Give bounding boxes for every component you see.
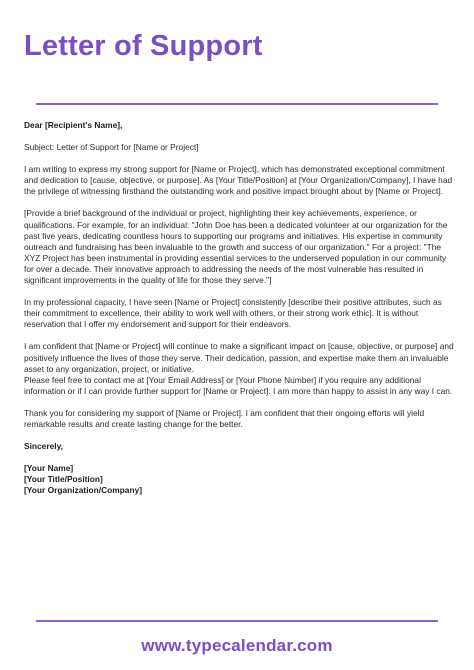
paragraph-capacity: In my professional capacity, I have seen [Name or Project] consistently [describe their positive attributes, such as their commitment to excellence, their ability to work well with others, or their strong work ethic]. It is without reservation that I offer my endorsement and support for their endeavors. bbox=[24, 297, 442, 330]
paragraph-thanks: Thank you for considering my support of [Name or Project]. I am confident that their ongoing efforts will yield remarkable results and create lasting change for the better. bbox=[24, 407, 425, 429]
footer-website: www.typecalendar.com bbox=[141, 636, 333, 655]
paragraph-intro: I am writing to express my strong support for [Name or Project], which has demonstrated exceptional commitment and dedication to [cause, objective, or purpose]. As [Your Title/Position] at [Your Organization/Company], I have had the privilege of witnessing firsthand the outstanding work and positive impact brought about by [Name or Project]. bbox=[24, 164, 453, 197]
closing: Sincerely, bbox=[24, 441, 63, 452]
paragraph-background: [Provide a brief background of the individual or project, highlighting their key achievements, experience, or qualifications. For example, for an individual: "John Doe has been a dedicated volunteer at our organization for the past five years, dedicating countless hours to supporting our programs and initiatives. His expertise in community outreach and fundraising has been invaluable to the growth and success of our organization." For a project: "The XYZ Project has been instrumental in providing essential services to the underserved population in our community for over a decade. Their innovative approach to addressing the needs of the most vulnerable has resulted in significant improvements in the quality of life for those they serve."] bbox=[24, 208, 448, 286]
signature-organization: [Your Organization/Company] bbox=[24, 485, 143, 496]
paragraph-confidence-block bbox=[24, 341, 454, 396]
signature-name: [Your Name] bbox=[24, 463, 74, 474]
bottom-divider bbox=[36, 620, 438, 622]
subject-line: Subject: Letter of Support for [Name or Project] bbox=[24, 142, 199, 153]
letter-body bbox=[24, 120, 454, 496]
paragraph-confidence: I am confident that [Name or Project] will continue to make a significant impact on [cause, objective, or purpose] and positively influence the lives of those they serve. Their dedication, passion, and expertise make them an invaluable asset to any organization, project, or initiative. bbox=[24, 341, 454, 374]
paragraph-contact: Please feel free to contact me at [Your Email Address] or [Your Phone Number] if you require any additional information or if I can provide further support for [Name or Project]. I am more than happy to assist in any way I can. bbox=[24, 374, 453, 396]
page-title: Letter of Support bbox=[24, 30, 263, 62]
top-divider bbox=[36, 103, 438, 105]
signature-title: [Your Title/Position] bbox=[24, 474, 103, 485]
salutation: Dear [Recipient's Name], bbox=[24, 120, 123, 130]
